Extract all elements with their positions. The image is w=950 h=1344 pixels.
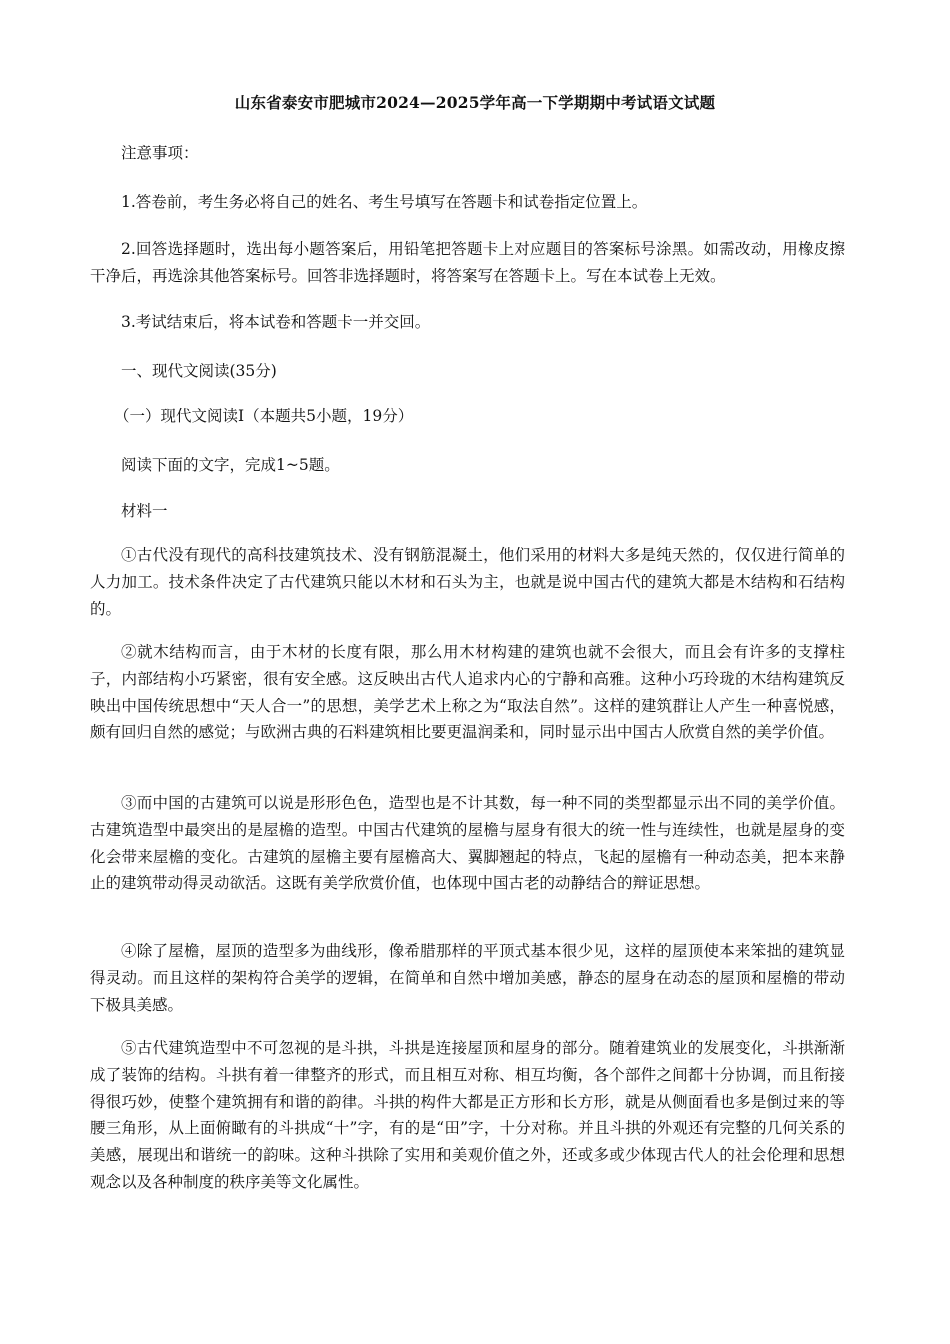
- page-title: 山东省泰安市肥城市2024—2025学年高一下学期期中考试语文试题: [234, 93, 716, 112]
- material-label: 材料一: [121, 502, 168, 520]
- paragraph-4: ④除了屋檐，屋顶的造型多为曲线形，像希腊那样的平顶式基本很少见，这样的屋顶使本来笨拙的建筑显得灵动。而且这样的架构符合美学的逻辑，在简单和自然中增加美感，静态的屋身在动态的屋顶和屋檐的带动下极具美感。: [90, 942, 845, 1014]
- notice-item-2: 2.回答选择题时，选出每小题答案后，用铅笔把答题卡上对应题目的答案标号涂黑。如需改动，用橡皮擦干净后，再选涂其他答案标号。回答非选择题时，将答案写在答题卡上。写在本试卷上无效。: [90, 240, 845, 285]
- notice-heading: 注意事项：: [121, 144, 199, 162]
- subsection-heading: （一）现代文阅读Ⅰ（本题共5小题，19分）: [114, 407, 414, 425]
- reading-instruction: 阅读下面的文字，完成1~5题。: [121, 456, 340, 474]
- notice-item-3: 3.考试结束后，将本试卷和答题卡一并交回。: [121, 313, 431, 331]
- section-heading: 一、现代文阅读(35分): [121, 362, 277, 380]
- paragraph-1: ①古代没有现代的高科技建筑技术、没有钢筋混凝土，他们采用的材料大多是纯天然的，仅仅进行简单的人力加工。技术条件决定了古代建筑只能以木材和石头为主，也就是说中国古代的建筑大都是木结构和石结构的。: [90, 546, 845, 618]
- paragraph-5: ⑤古代建筑造型中不可忽视的是斗拱，斗拱是连接屋顶和屋身的部分。随着建筑业的发展变化，斗拱渐渐成了装饰的结构。斗拱有着一律整齐的形式，而且相互对称、相互均衡，各个部件之间都十分协调，而且衔接得很巧妙，使整个建筑拥有和谐的韵律。斗拱的构件大都是正方形和长方形，就是从侧面看也多是倒过来的等腰三角形，从上面俯瞰有的斗拱成“十”字，有的是“田”字，十分对称。并且斗拱的外观还有完整的几何关系的美感，展现出和谐统一的韵味。这种斗拱除了实用和美观价值之外，还或多或少体现古代人的社会伦理和思想观念以及各种制度的秩序美等文化属性。: [90, 1039, 845, 1191]
- paragraph-2: ②就木结构而言，由于木材的长度有限，那么用木材构建的建筑也就不会很大，而且会有许多的支撑柱子，内部结构小巧紧密，很有安全感。这反映出古代人追求内心的宁静和高雅。这种小巧玲珑的木结构建筑反映出中国传统思想中“天人合一”的思想，美学艺术上称之为“取法自然”。这样的建筑群让人产生一种喜悦感，颇有回归自然的感觉；与欧洲古典的石料建筑相比要更温润柔和，同时显示出中国古人欣赏自然的美学价值。: [90, 643, 845, 742]
- notice-item-1: 1.答卷前，考生务必将自己的姓名、考生号填写在答题卡和试卷指定位置上。: [121, 193, 648, 211]
- paragraph-3: ③而中国的古建筑可以说是形形色色，造型也是不计其数，每一种不同的类型都显示出不同的美学价值。古建筑造型中最突出的是屋檐的造型。中国古代建筑的屋檐与屋身有很大的统一性与连续性，也就是屋身的变化会带来屋檐的变化。古建筑的屋檐主要有屋檐高大、翼脚翘起的特点，飞起的屋檐有一种动态美，把本来静止的建筑带动得灵动欲活。这既有美学欣赏价值，也体现中国古老的动静结合的辩证思想。: [90, 794, 845, 893]
